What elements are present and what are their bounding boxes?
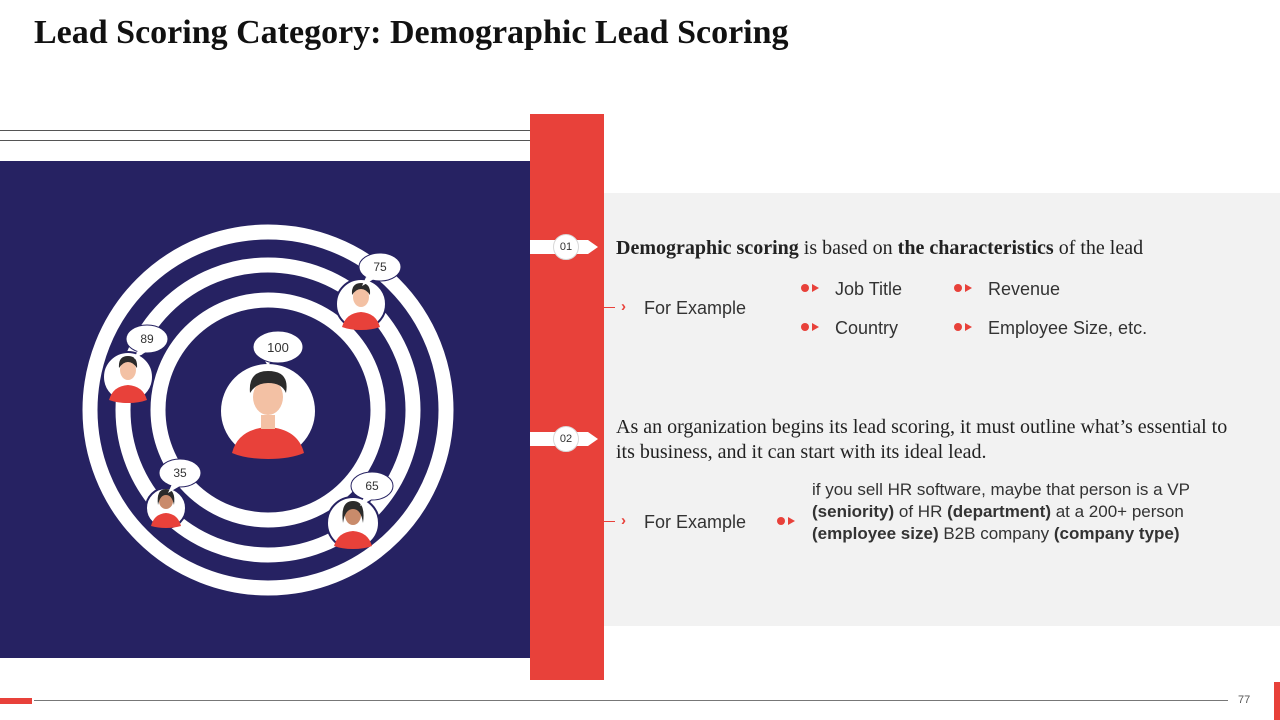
point-1-example-label: For Example <box>644 298 747 318</box>
center-score-bubble <box>253 331 303 366</box>
example-text-bold: (company type) <box>1053 524 1180 543</box>
point-1-heading <box>616 236 1256 261</box>
point-1-heading-text: is based on <box>798 237 898 259</box>
example-text: of HR <box>894 502 948 521</box>
example-item-country: Country <box>835 318 899 338</box>
example-item-employee-size: Employee Size, etc. <box>988 318 1148 338</box>
point-1-heading-text: of the lead <box>1053 237 1144 259</box>
example-text: B2B company <box>938 524 1054 543</box>
bullet-arrow-icon <box>801 283 821 293</box>
page-number: 77 <box>1238 694 1251 706</box>
chevron-right-icon: › <box>621 512 626 529</box>
top-divider-line <box>0 140 558 141</box>
point-1-number: 01 <box>553 234 579 260</box>
left-score-label: 89 <box>140 332 154 346</box>
point-2-example-label: For Example <box>644 512 747 532</box>
top-divider-line <box>0 130 558 131</box>
point-1-connector <box>566 260 615 308</box>
left-person-avatar <box>103 352 153 403</box>
footer-line <box>34 700 1228 701</box>
bullet-arrow-icon <box>777 516 797 526</box>
bullet-arrow-icon <box>954 283 974 293</box>
point-2-example-text <box>812 479 1242 545</box>
example-text: at a 200+ person <box>1051 502 1184 521</box>
top-right-person-avatar <box>336 279 386 330</box>
bullet-arrow-icon <box>954 322 974 332</box>
bottom-right-person-avatar <box>327 497 379 549</box>
example-text-bold: (department) <box>947 502 1051 521</box>
red-vertical-bar <box>530 114 604 680</box>
chevron-right-icon: › <box>621 298 626 315</box>
example-item-revenue: Revenue <box>988 279 1061 299</box>
center-score-label: 100 <box>267 340 289 355</box>
top-right-score-label: 75 <box>373 260 387 274</box>
corner-accent <box>1274 682 1280 720</box>
point-1-heading-bold: Demographic scoring <box>616 237 799 259</box>
bottom-left-score-label: 35 <box>173 466 187 480</box>
example-text: if you sell HR software, maybe that person is a VP <box>812 480 1190 499</box>
lead-score-target-graphic <box>0 161 530 658</box>
point-2-text: As an organization begins its lead scoring, it must outline what’s essential to its business, and it can start with its ideal lead. <box>616 416 1228 463</box>
footer-accent <box>0 698 32 704</box>
example-text-bold: (employee size) <box>812 524 939 543</box>
slide-title: Lead Scoring Category: Demographic Lead Scoring <box>34 14 789 51</box>
bottom-right-score-label: 65 <box>365 479 379 493</box>
bottom-left-person-avatar <box>146 488 186 528</box>
example-item-job-title: Job Title <box>835 279 903 299</box>
point-2-connector <box>566 452 615 522</box>
point-2-number: 02 <box>553 426 579 452</box>
point-1-heading-bold: the characteristics <box>897 237 1054 259</box>
example-text-bold: (seniority) <box>812 502 895 521</box>
center-person-avatar <box>220 363 316 459</box>
bullet-arrow-icon <box>801 322 821 332</box>
